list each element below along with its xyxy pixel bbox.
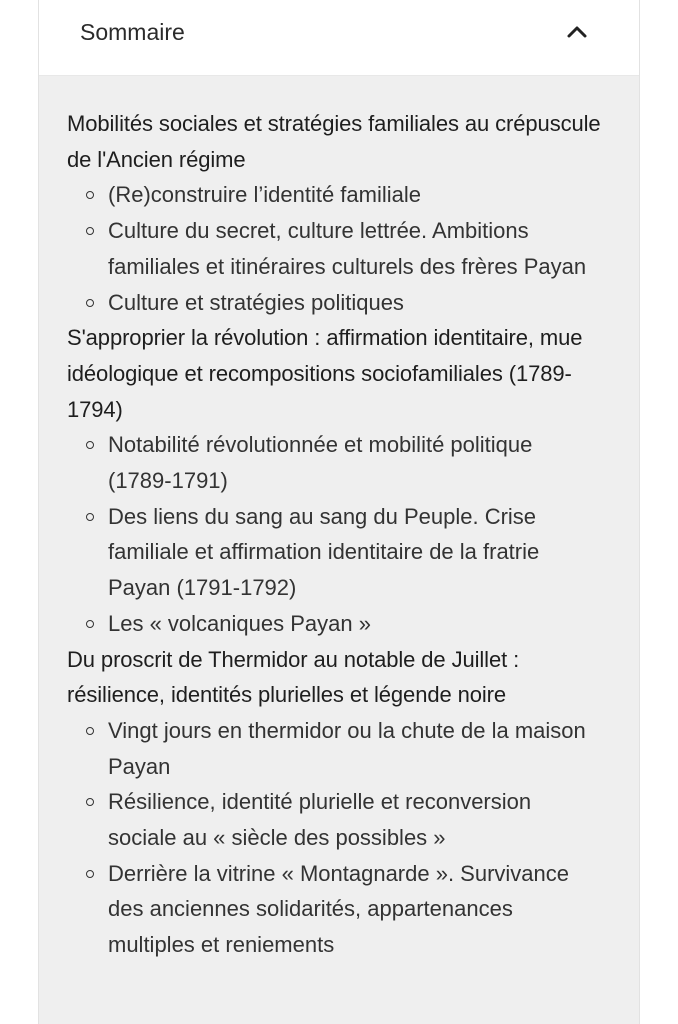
list-item-label: Vingt jours en thermidor ou la chute de la maison Payan [108,717,586,779]
list-item-label: Notabilité révolutionnée et mobilité politique (1789-1791) [108,432,533,494]
list-item[interactable] [108,499,598,606]
list-item-label: Des liens du sang au sang du Peuple. Crise familiale et affirmation identitaire de la fratrie Payan (1791-1792) [108,503,540,601]
section-2-list [67,427,619,641]
list-item[interactable] [108,427,598,498]
list-item-label: Culture du secret, culture lettrée. Ambitions familiales et itinéraires culturels des frères Payan [108,218,587,279]
chevron-up-icon[interactable] [565,20,589,44]
section-title-3[interactable]: Du proscrit de Thermidor au notable de Juillet : résilience, identités plurielles et légende noire [67,646,520,708]
circle-bullet-icon [86,191,94,199]
list-item[interactable] [108,285,598,321]
circle-bullet-icon [86,441,94,449]
circle-bullet-icon [86,727,94,735]
summary-panel [38,0,640,1024]
list-item-label: Culture et stratégies politiques [108,289,404,315]
circle-bullet-icon [86,299,94,307]
circle-bullet-icon [86,227,94,235]
list-item[interactable] [108,606,598,642]
list-item[interactable] [108,784,598,855]
summary-header[interactable] [39,0,639,76]
list-item-label: (Re)construire l’identité familiale [108,182,422,208]
circle-bullet-icon [86,798,94,806]
list-item-label: Derrière la vitrine « Montagnarde ». Survivance des anciennes solidarités, appartenances multiples et reniements [108,860,570,958]
circle-bullet-icon [86,513,94,521]
section-title-1[interactable]: Mobilités sociales et stratégies familiales au crépuscule de l'Ancien régime [67,111,601,172]
list-item-label: Les « volcaniques Payan » [108,610,371,636]
summary-body [39,76,639,1024]
section-3-list [67,713,619,963]
list-item[interactable] [108,213,598,284]
list-item-label: Résilience, identité plurielle et reconversion sociale au « siècle des possibles » [108,789,532,851]
circle-bullet-icon [86,620,94,628]
list-item[interactable] [108,713,598,784]
circle-bullet-icon [86,870,94,878]
summary-title: Sommaire [80,19,185,45]
list-item[interactable] [108,177,598,213]
section-title-2[interactable]: S'approprier la révolution : affirmation identitaire, mue idéologique et recompositions sociofamiliales (1789-1794) [67,325,583,422]
section-1-list [67,177,619,320]
list-item[interactable] [108,856,598,963]
